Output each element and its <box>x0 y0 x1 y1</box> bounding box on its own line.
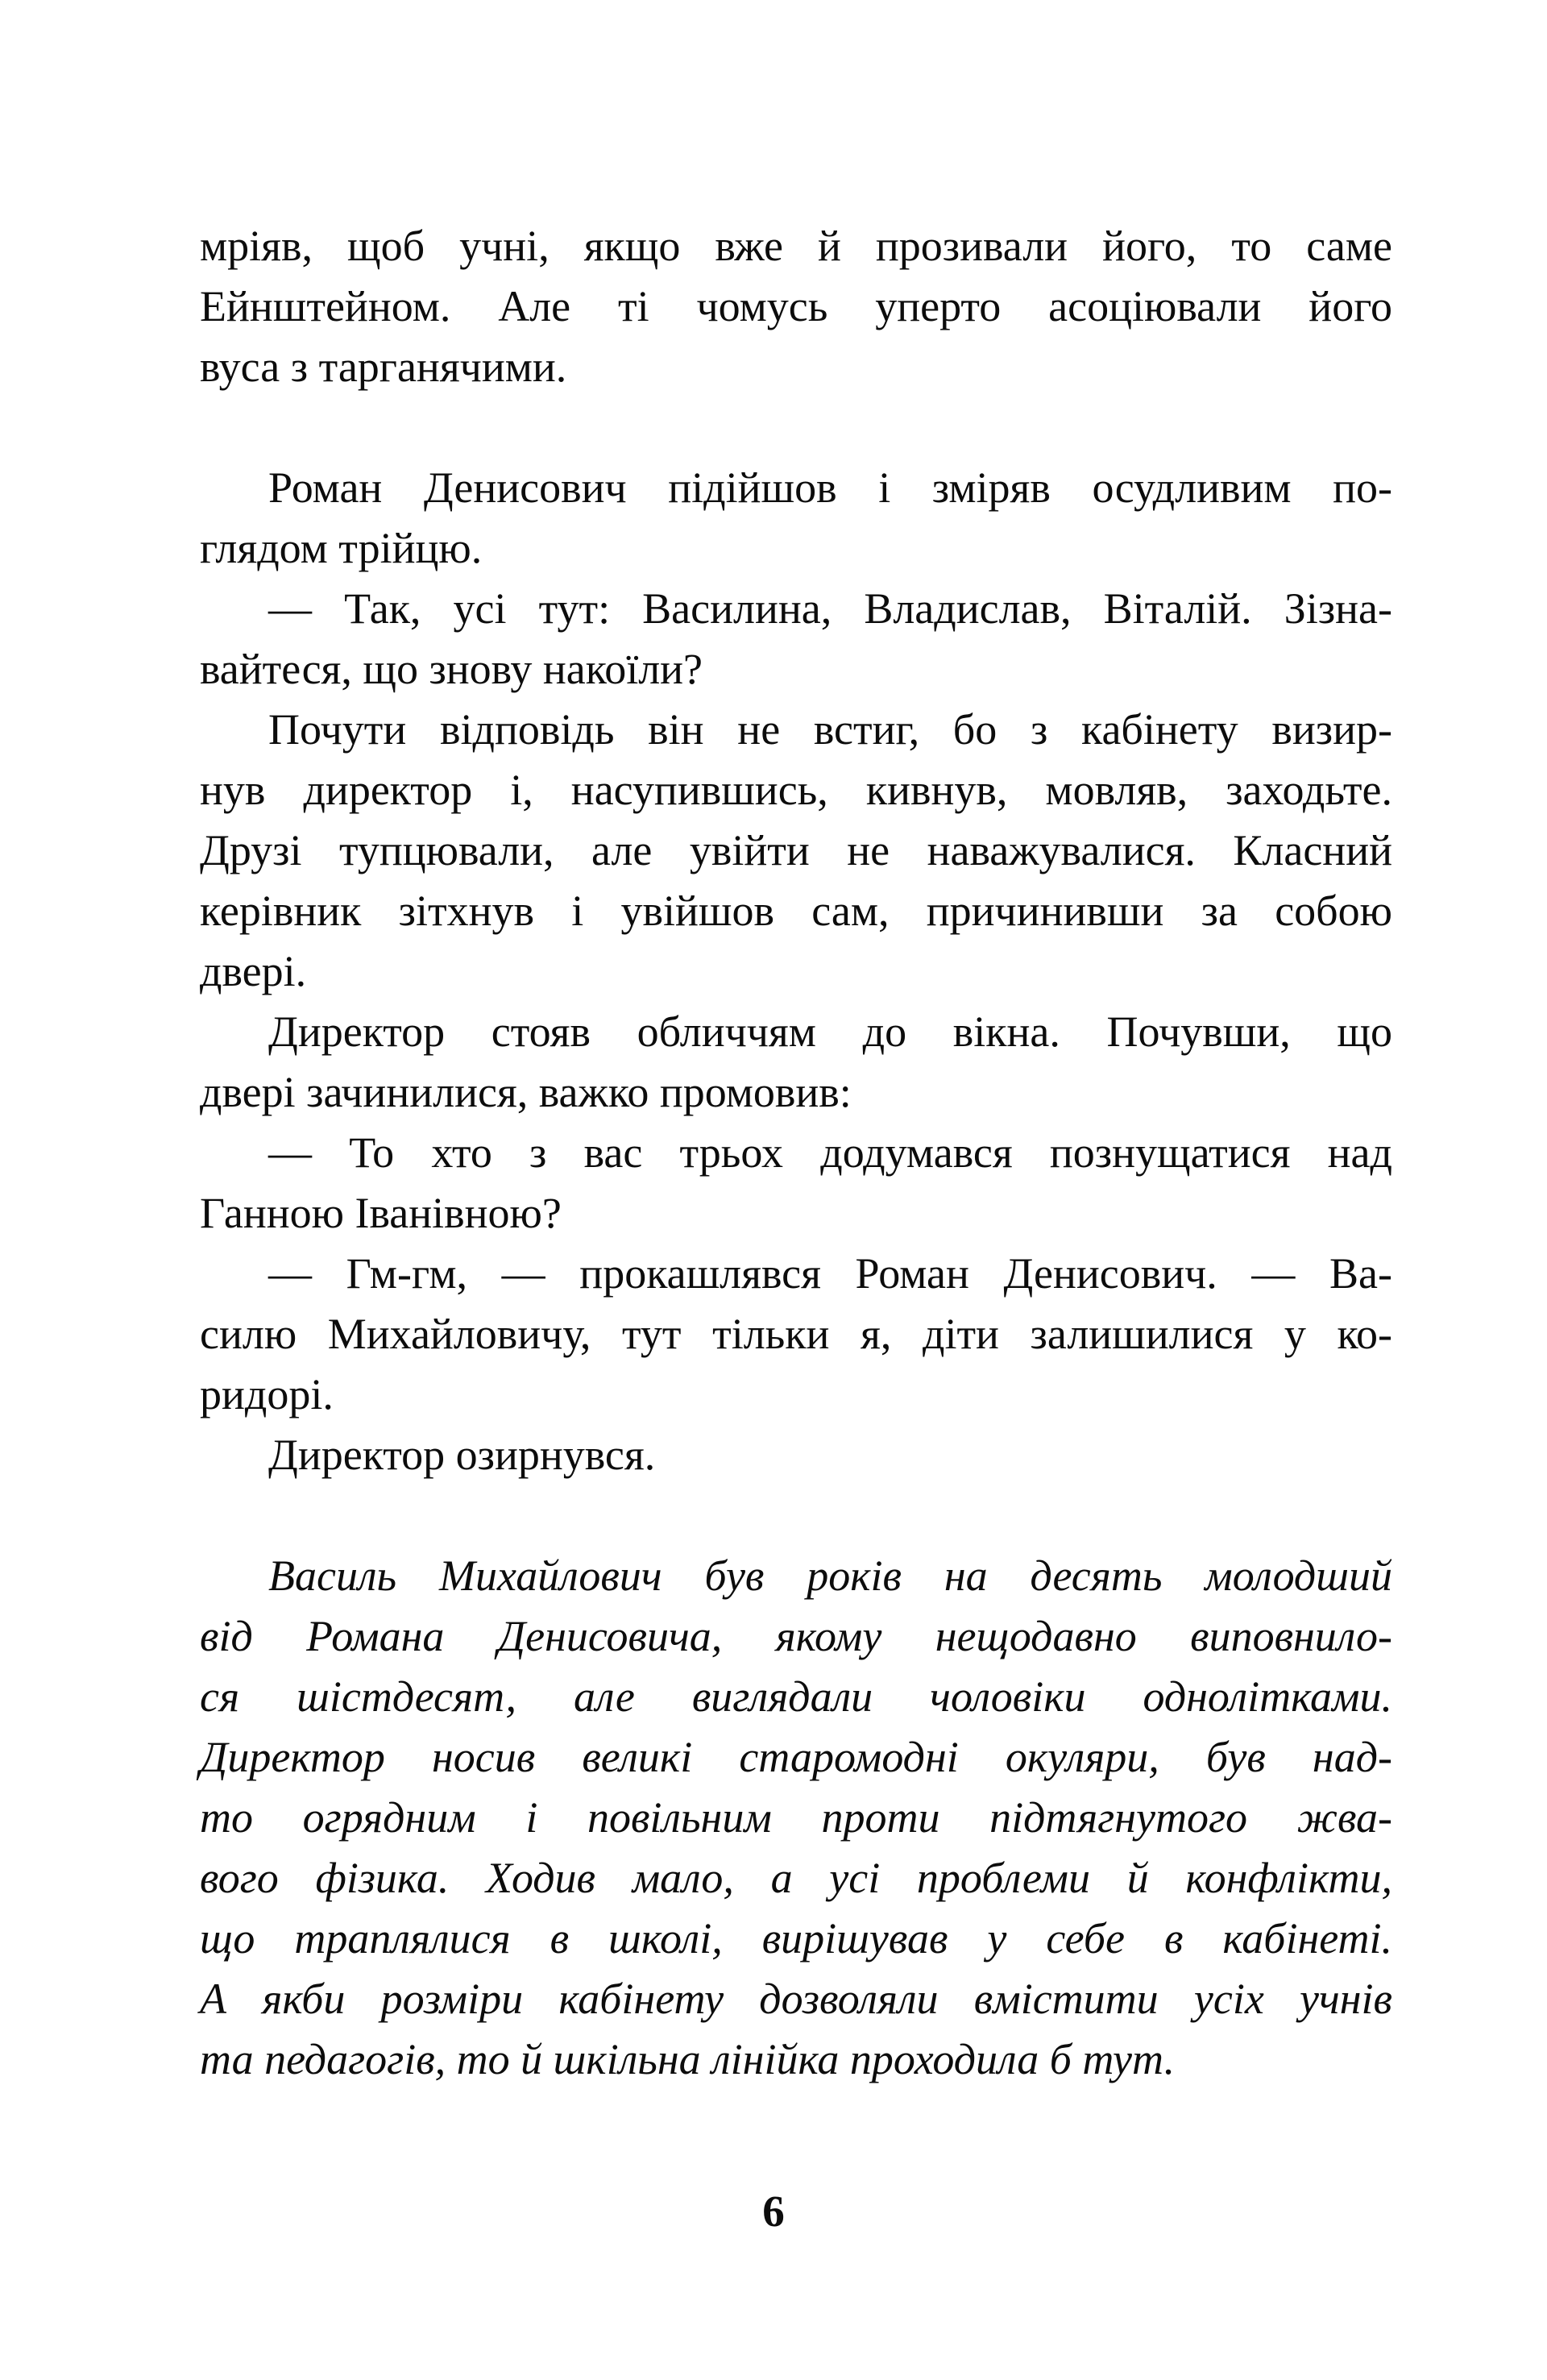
text-line: та педагогів, то й шкільна лінійка проходила б тут. <box>200 2035 1176 2083</box>
page-number: 6 <box>762 2187 785 2236</box>
text-line: Василь Михайлович був років на десять молодший <box>268 1551 1392 1600</box>
text-line: керівник зітхнув і увійшов сам, причинивши за собою <box>200 887 1392 935</box>
text-line: Директор носив великі старомодні окуляри, був над- <box>200 1733 1392 1781</box>
text-line: силю Михайловичу, тут тільки я, діти залишилися у ко- <box>200 1310 1392 1358</box>
text-line: Директор озирнувся. <box>268 1431 656 1479</box>
text-line: вуса з тарганячими. <box>200 343 567 391</box>
text-block <box>200 216 1392 2090</box>
text-line: ся шістдесят, але виглядали чоловіки однолітками. <box>200 1672 1392 1721</box>
paragraph <box>200 1244 1392 1425</box>
text-line: — Гм-гм, — прокашлявся Роман Денисович. — Ва- <box>268 1249 1392 1298</box>
paragraph <box>200 1546 1392 2090</box>
text-line: то огрядним і повільним проти підтягнутого жва- <box>200 1793 1392 1842</box>
text-line: — То хто з вас трьох додумався познущатися над <box>268 1128 1392 1177</box>
text-line: двері зачинилися, важко промовив: <box>200 1068 852 1116</box>
text-line: Друзі тупцювали, але увійти не наважувалися. Класний <box>200 826 1392 874</box>
text-line: вого фізика. Ходив мало, а усі проблеми й конфлікти, <box>200 1854 1392 1902</box>
paragraph <box>200 1425 1392 1485</box>
text-line: Ганною Іванівною? <box>200 1189 562 1237</box>
paragraph <box>200 700 1392 1002</box>
text-line: мріяв, щоб учні, якщо вже й прозивали його, то саме <box>200 222 1392 270</box>
text-line: Директор стояв обличчям до вікна. Почувши, що <box>268 1007 1392 1056</box>
text-line: від Романа Денисовича, якому нещодавно виповнило- <box>200 1612 1392 1660</box>
text-line: глядом трійцю. <box>200 524 483 572</box>
paragraph <box>200 1002 1392 1123</box>
text-line: ридорі. <box>200 1370 334 1418</box>
text-line: нув директор і, насупившись, кивнув, мовляв, заходьте. <box>200 766 1392 814</box>
text-line: — Так, усі тут: Василина, Владислав, Віталій. Зізна- <box>268 584 1392 633</box>
text-line: двері. <box>200 947 307 995</box>
text-line: вайтеся, що знову накоїли? <box>200 645 703 693</box>
text-line: А якби розміри кабінету дозволяли вмістити усіх учнів <box>200 1975 1392 2023</box>
text-line: Роман Денисович підійшов і зміряв осудливим по- <box>268 463 1392 512</box>
paragraph <box>200 458 1392 579</box>
text-line: що траплялися в школі, вирішував у себе в кабінеті. <box>200 1914 1392 1963</box>
text-line: Почути відповідь він не встиг, бо з кабінету визир- <box>268 705 1392 754</box>
paragraph <box>200 579 1392 700</box>
text-line: Ейнштейном. Але ті чомусь уперто асоціювали його <box>200 282 1392 330</box>
paragraph <box>200 216 1392 397</box>
paragraph <box>200 1123 1392 1244</box>
